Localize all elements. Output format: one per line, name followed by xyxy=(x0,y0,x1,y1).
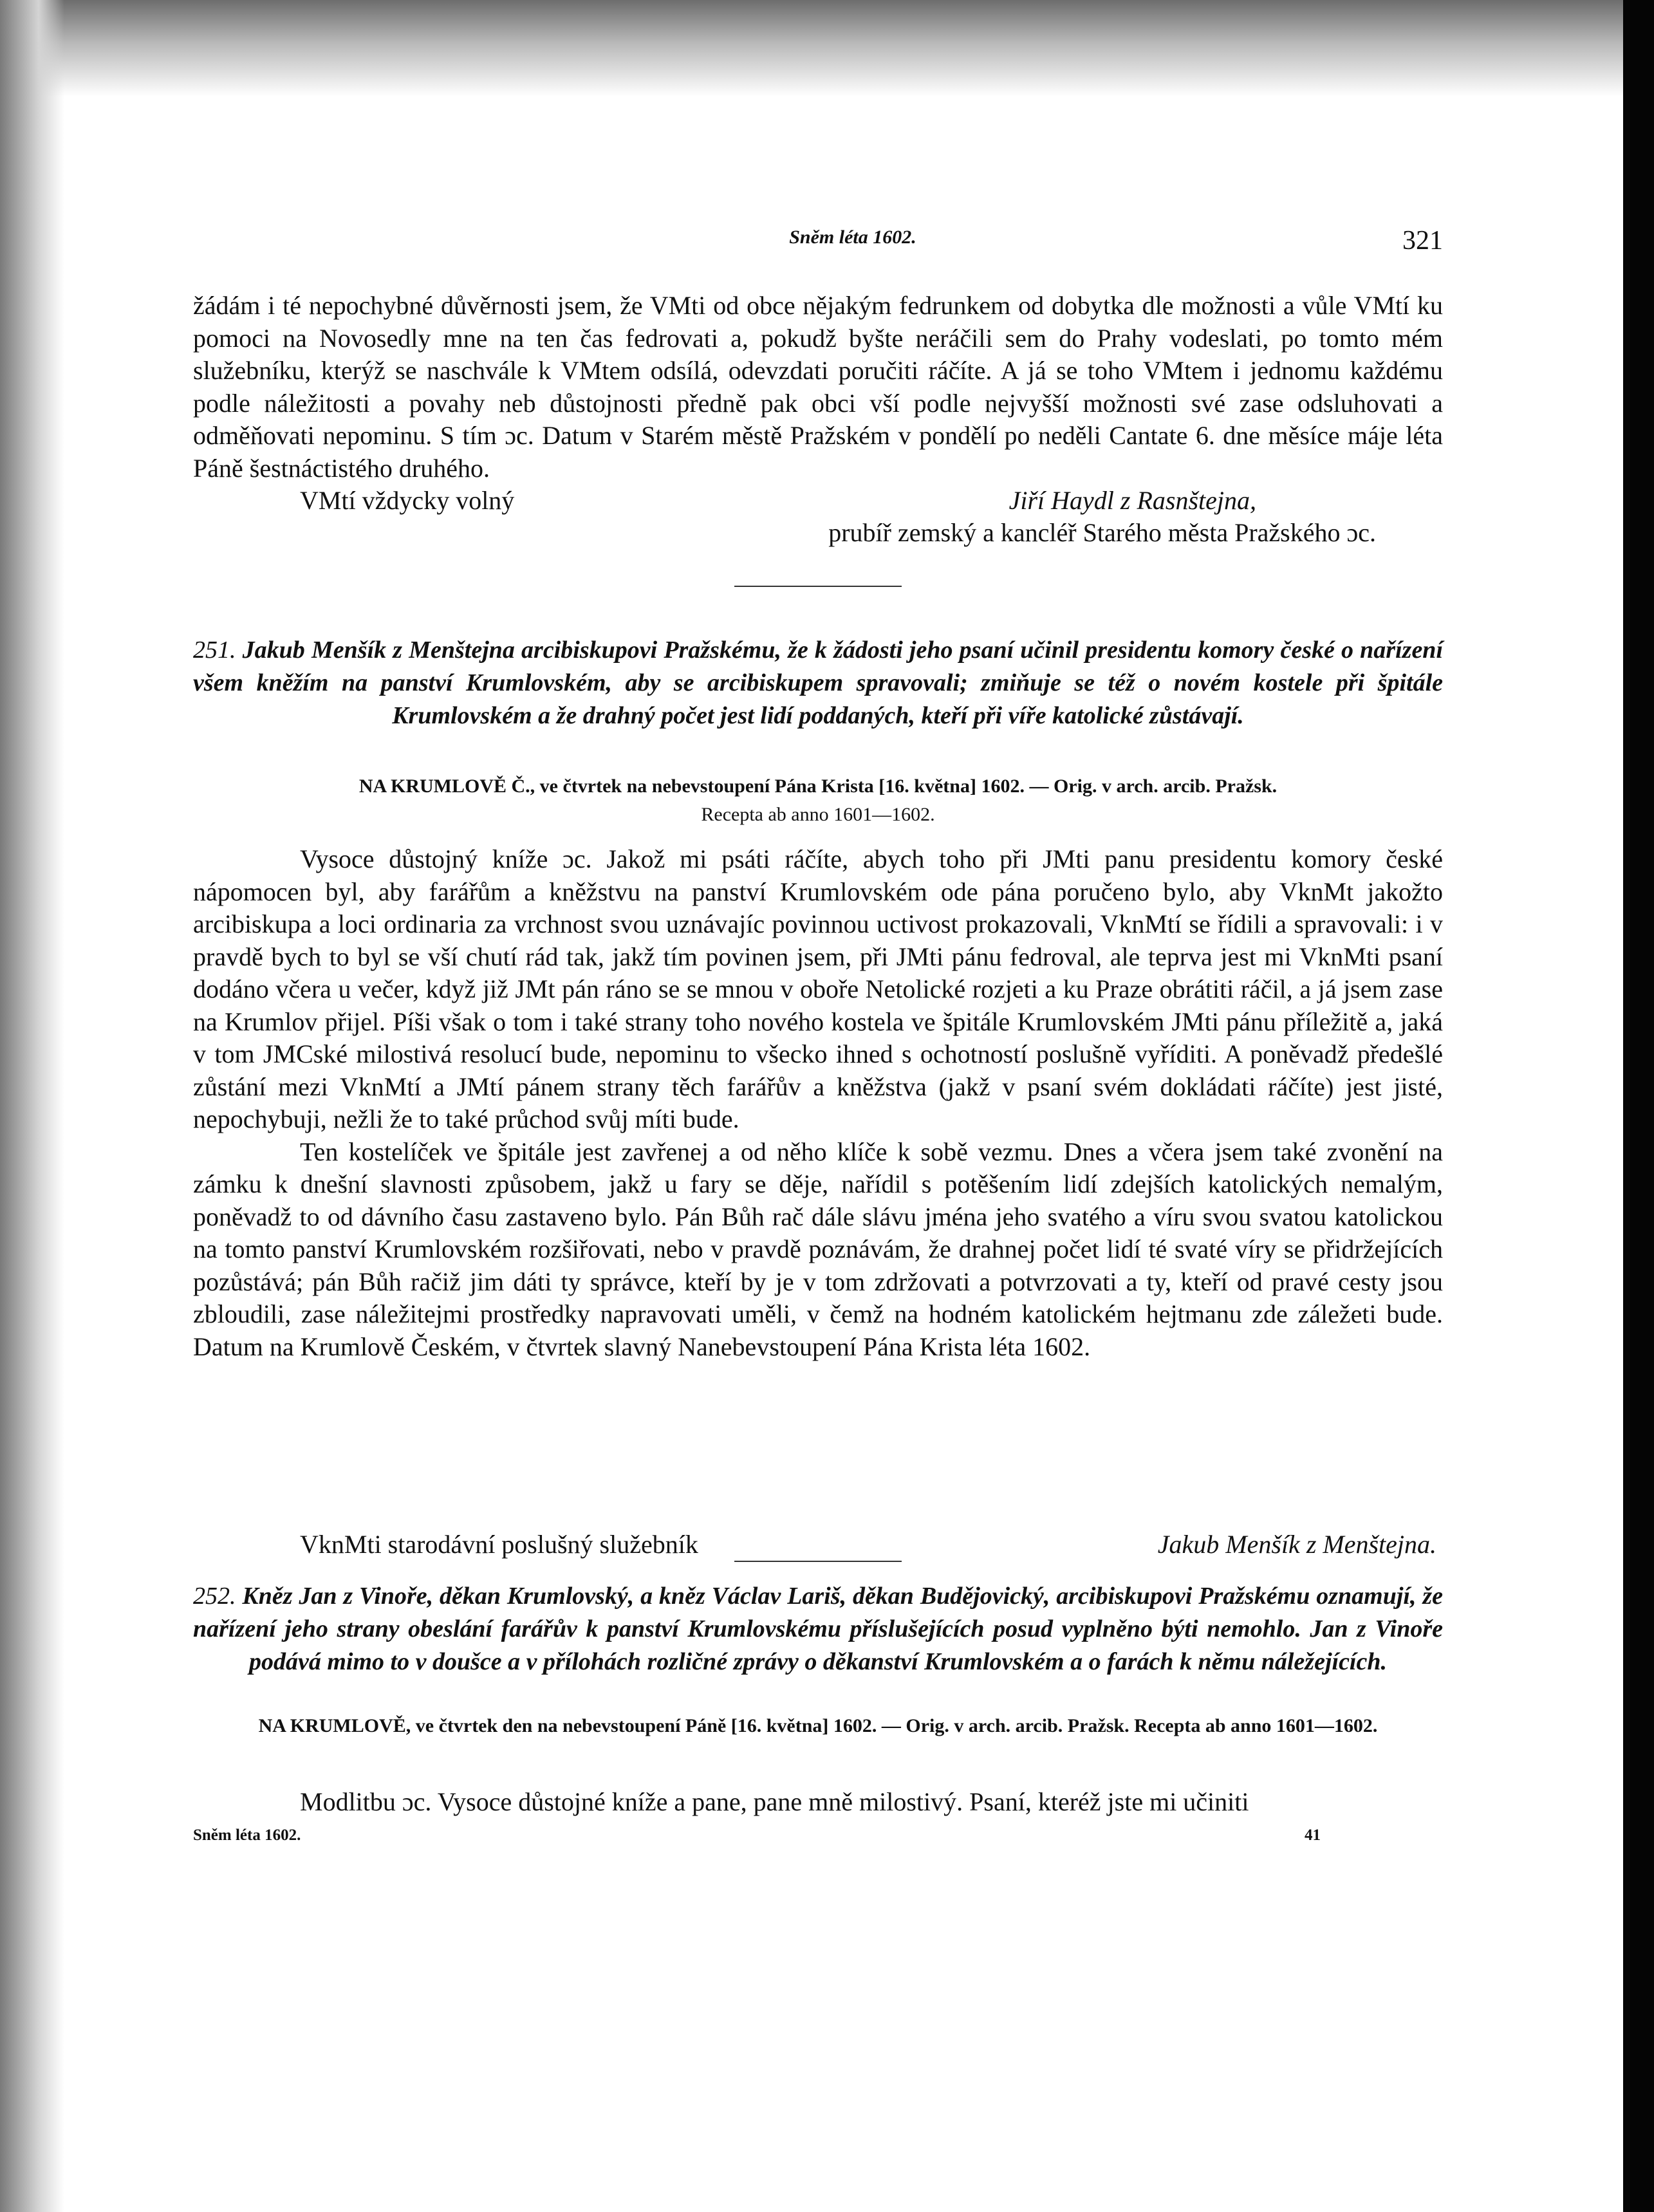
doc-252-summary-text: Kněz Jan z Vinoře, děkan Krumlovský, a kněz Václav Lariš, děkan Budějovický, arcibiskupovi Pražskému oznamují, že nařízení jeho strany obeslání farářův k panství Krumlovskému příslušejících posud vyplněno býti nemohlo. Jan z Vinoře podává mimo to v doušce a v přílohách rozličné zprávy o děkanství Krumlovském a o farách k němu náležejících. xyxy=(193,1583,1443,1675)
scan-border-right xyxy=(1623,0,1654,2212)
doc-251-source xyxy=(193,772,1443,829)
doc-251-heading xyxy=(193,634,1443,732)
closing-formula: VMtí vždycky volný xyxy=(300,486,515,515)
letter-continued xyxy=(193,290,1443,549)
doc-252-paragraph-1: Modlitbu ɔc. Vysoce důstojné kníže a pane, pane mně milostivý. Psaní, kteréž jste mi učiniti xyxy=(300,1787,1249,1816)
doc-251-recepta: Recepta ab anno 1601—1602. xyxy=(701,804,935,825)
doc-251-number: 251. xyxy=(193,637,236,664)
page-footer xyxy=(193,1826,1443,1845)
scan-shadow-left xyxy=(0,0,64,2212)
doc-251-signature: Jakub Menšík z Menštejna. xyxy=(1157,1530,1436,1559)
doc-252-source xyxy=(193,1712,1443,1740)
doc-252-summary xyxy=(193,1580,1443,1678)
divider-1 xyxy=(193,586,1443,587)
doc-252-heading xyxy=(193,1580,1443,1678)
letter-continued-closing-row xyxy=(193,485,1443,517)
scan-shadow-top xyxy=(0,0,1654,97)
doc-252-number: 252. xyxy=(193,1583,236,1610)
footer-signature-title: Sněm léta 1602. xyxy=(193,1826,301,1844)
signature-name: Jiří Haydl z Rasnštejna, xyxy=(1008,486,1256,515)
doc-251-paragraph-2: Ten kostelíček ve špitále jest zavřenej a od něho klíče k sobě vezmu. Dnes a včera jsem také zvonění na zámku k dnešní slavnosti způsobem, jakž u fary se děje, nařídil s potěšením lidí zdejších katolických nemalým, poněvadž to od dávního času zastaveno bylo. Pán Bůh rač dále slávu jména jeho svatého a víru svou svatou katolickou na tomto panství Krumlovském rozšiřovati, nebo v pravdě poznávám, že drahnej počet lidí té svaté víry se přidržejících pozůstává; pán Bůh račiž jim dáti ty správce, kteří by je v tom zdržovati a potvrzovati a ty, kteří od pravé cesty jsou zbloudili, zase náležitejmi prostředky napravovati uměli, v čemž na hodném katolickém hejtmanu zde záležeti bude. Datum na Krumlově Českém, v čtvrtek slavný Nanebevstoupení Pána Krista léta 1602. xyxy=(193,1137,1443,1361)
running-title: Sněm léta 1602. xyxy=(789,227,916,248)
signature-title-row xyxy=(193,517,1443,549)
signature-title: prubíř zemský a kancléř Starého města Pražského ɔc. xyxy=(828,518,1376,547)
doc-252-source-line: NA KRUMLOVĚ, ve čtvrtek den na nebevstoupení Páně [16. května] 1602. — Orig. v arch. arcib. Pražsk. Recepta ab anno 1601—1602. xyxy=(258,1715,1378,1736)
doc-251-paragraph-1: Vysoce důstojný kníže ɔc. Jakož mi psáti ráčíte, abych toho při JMti panu presidentu komory české nápomocen byl, aby farářům a kněžstvu na panství Krumlovském ode pána poručeno bylo, aby VknMt jakožto arcibiskupa a loci ordinaria za vrchnost svou uznávajíc povinnou uctivost prokazovali, VknMtí se řídili a spravovali: i v pravdě bych to byl se vší chutí rád tak, jakž tím povinen jsem, při JMti pánu fedroval, ale teprva jest mi VknMti psaní dodáno včera u večer, když již JMt pán ráno se se mnou v oboře Netolické rozjeti a ku Praze obrátiti ráčil, a já jsem zase na Krumlov přijel. Píši však o tom i také strany toho nového kostela ve špitále Krumlovském JMti pánu příležitě a, jaká v tom JMCské milostivá resolucí bude, nepominu to všecko ihned s ochotností poslušně vyříditi. A poněvadž předešlé zůstání mezi VknMtí a JMtí pánem strany těch farářův a kněžstva (jakž v psaní svém dokládati ráčíte) jest jisté, nepochybuji, nežli že to také průchod svůj míti bude. xyxy=(193,844,1443,1133)
doc-252-body xyxy=(193,1786,1443,1819)
doc-251-closing: VknMti starodávní poslušný služebník xyxy=(300,1530,698,1559)
page-number: 321 xyxy=(1402,226,1443,256)
doc-251-body xyxy=(193,843,1443,1363)
doc-251-summary-text: Jakub Menšík z Menštejna arcibiskupovi Pražskému, že k žádosti jeho psaní učinil presidentu komory české o nařízení všem kněžím na panství Krumlovském, aby se arcibiskupem spravovali; zmiňuje se též o novém kostele při špitále Krumlovském a že drahný počet jest lidí poddaných, kteří při víře katolické zůstávají. xyxy=(193,637,1444,729)
divider-2 xyxy=(193,1559,1443,1562)
doc-251-signature-row xyxy=(193,1529,1443,1561)
doc-251-source-line: NA KRUMLOVĚ Č., ve čtvrtek na nebevstoupení Pána Krista [16. května] 1602. — Orig. v arch. arcib. Pražsk. xyxy=(358,776,1278,797)
letter-continued-text: žádám i té nepochybné důvěrnosti jsem, že VMti od obce nějakým fedrunkem od dobytka dle možnosti a vůle VMtí ku pomoci na Novosedly mne na ten čas fedrovati a, pokudž byšte neráčili sem do Prahy vodeslati, po tomto mém služebníku, kterýž se naschvále k VMtem odsílá, odevzdati poručiti ráčíte. A já se toho VMtem i jednomu každému podle náležitosti a povahy neb důstojnosti předně pak obci vší podle nejvyšší možnosti své zase odsluhovati a odměňovati nepominu. S tím ɔc. Datum v Starém městě Pražském v pondělí po neděli Cantate 6. dne měsíce máje léta Páně šestnáctistého druhého. xyxy=(193,291,1443,483)
doc-251-summary xyxy=(193,634,1443,732)
footer-sheet-mark: 41 xyxy=(1305,1826,1321,1844)
